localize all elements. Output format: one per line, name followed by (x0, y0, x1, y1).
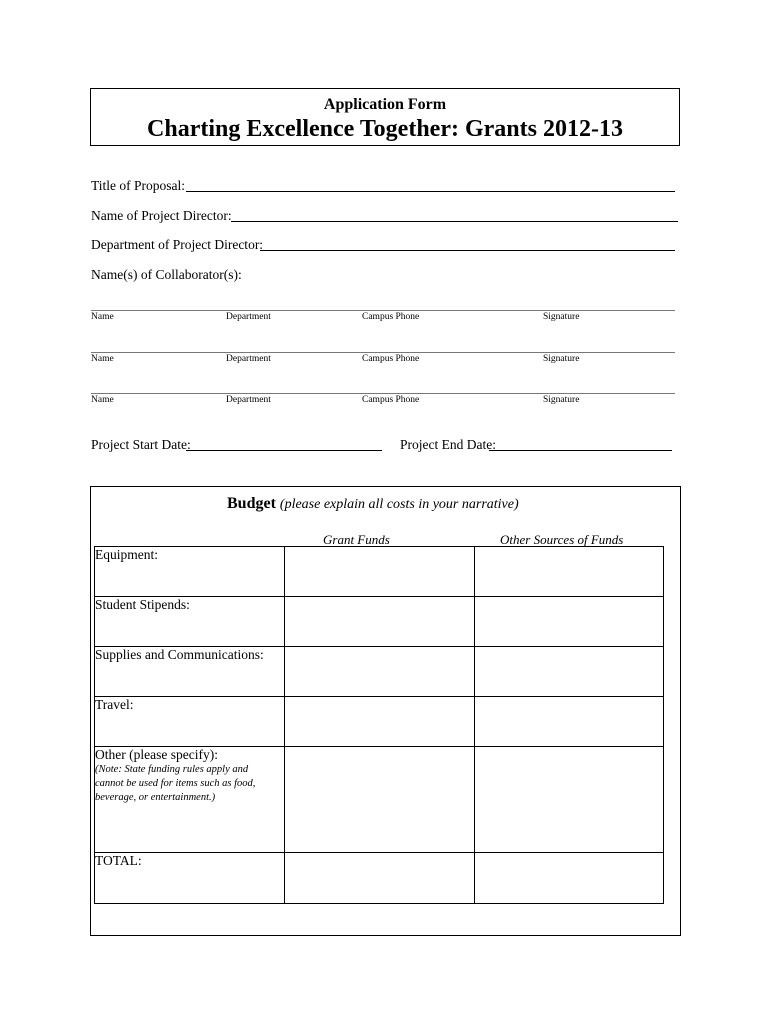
budget-table (94, 546, 664, 904)
title-of-proposal-field[interactable] (186, 191, 675, 192)
collaborator-line-3[interactable] (91, 393, 675, 394)
collaborator-phone-label: Campus Phone (362, 395, 420, 405)
other-funds-cell[interactable] (475, 647, 664, 697)
director-department-field[interactable] (260, 250, 675, 251)
table-row (95, 647, 664, 697)
other-funds-header: Other Sources of Funds (500, 532, 624, 547)
start-date-label: Project Start Date: (91, 437, 191, 452)
grant-funds-cell[interactable] (285, 597, 475, 647)
table-row (95, 547, 664, 597)
grant-funds-cell[interactable] (285, 747, 475, 853)
grant-funds-cell[interactable] (285, 547, 475, 597)
category-total: TOTAL: (95, 853, 285, 904)
table-row (95, 853, 664, 904)
grant-funds-cell[interactable] (285, 697, 475, 747)
project-director-label: Name of Project Director: (91, 208, 232, 223)
collaborator-line-1[interactable] (91, 310, 675, 311)
project-director-field[interactable] (231, 221, 678, 222)
category-equipment: Equipment: (95, 547, 285, 597)
category-supplies: Supplies and Communications: (95, 647, 285, 697)
form-header (90, 88, 680, 146)
table-row (95, 697, 664, 747)
table-row (95, 597, 664, 647)
start-date-field[interactable] (186, 450, 382, 451)
category-travel: Travel: (95, 697, 285, 747)
category-other-label: Other (please specify): (95, 747, 218, 762)
end-date-label: Project End Date: (400, 437, 496, 452)
other-funds-cell[interactable] (475, 597, 664, 647)
budget-heading: Budget (227, 495, 276, 512)
form-label: Application Form (323, 96, 447, 113)
grant-funds-total-cell[interactable] (285, 853, 475, 904)
grant-funds-header: Grant Funds (323, 532, 390, 547)
budget-subtitle: (please explain all costs in your narrative) (279, 497, 519, 512)
collaborator-signature-label: Signature (543, 354, 580, 364)
collaborator-department-label: Department (226, 395, 271, 405)
collaborator-phone-label: Campus Phone (362, 312, 420, 322)
grant-funds-cell[interactable] (285, 647, 475, 697)
category-other (95, 747, 285, 853)
collaborator-name-label: Name (91, 354, 114, 364)
other-funds-cell[interactable] (475, 697, 664, 747)
funding-note: (Note: State funding rules apply and cannot be used for items such as food, beverage, or entertainment.) (95, 764, 256, 803)
other-funds-cell[interactable] (475, 547, 664, 597)
collaborator-department-label: Department (226, 354, 271, 364)
collaborator-name-label: Name (91, 312, 114, 322)
collaborator-line-2[interactable] (91, 352, 675, 353)
collaborator-name-label: Name (91, 395, 114, 405)
title-of-proposal-label: Title of Proposal: (91, 178, 186, 193)
category-student-stipends: Student Stipends: (95, 597, 285, 647)
collaborators-label: Name(s) of Collaborator(s): (91, 267, 242, 282)
budget-title (227, 495, 519, 513)
form-title: Charting Excellence Together: Grants 2012-13 (147, 116, 623, 142)
director-department-label: Department of Project Director: (91, 237, 264, 252)
end-date-field[interactable] (489, 450, 672, 451)
collaborator-signature-label: Signature (543, 312, 580, 322)
other-funds-cell[interactable] (475, 747, 664, 853)
other-funds-total-cell[interactable] (475, 853, 664, 904)
table-row (95, 747, 664, 853)
collaborator-department-label: Department (226, 312, 271, 322)
collaborator-phone-label: Campus Phone (362, 354, 420, 364)
collaborator-signature-label: Signature (543, 395, 580, 405)
